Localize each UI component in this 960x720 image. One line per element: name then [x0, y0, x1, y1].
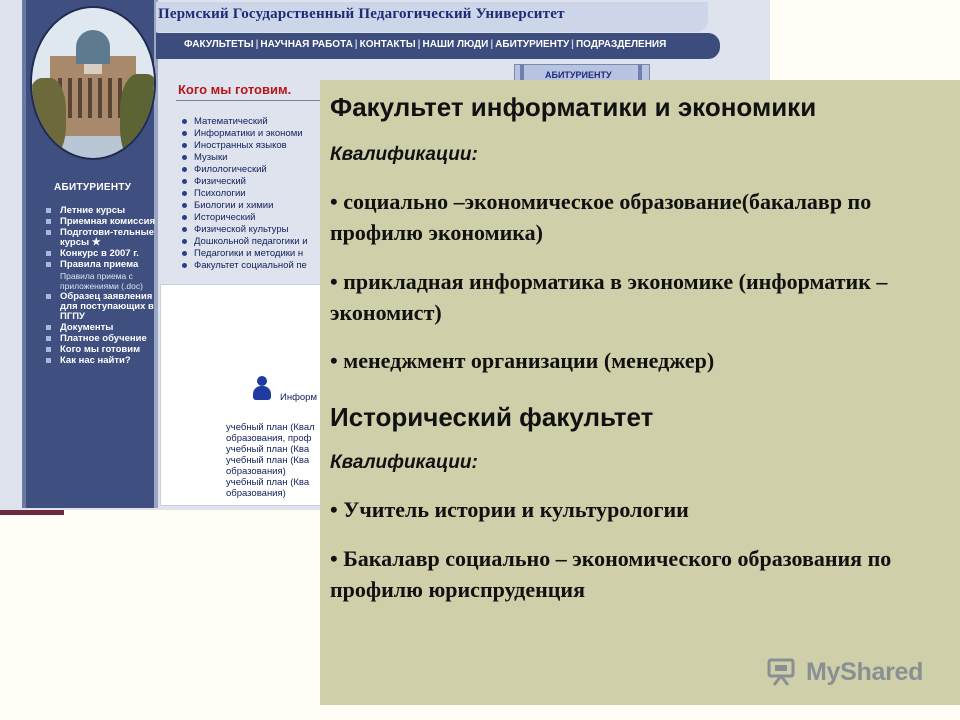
presentation-board-icon: [766, 658, 796, 686]
faculty1-qualification-item: • социально –экономическое образование(бакалавр по профилю экономика): [330, 189, 872, 245]
faculty2-qualifications-label: Квалификации:: [330, 452, 478, 473]
faculty1-qualifications-label: Квалификации:: [330, 144, 478, 165]
study-plan-list: [226, 422, 315, 499]
slide-text-box: [320, 80, 960, 705]
bullet-icon: [182, 251, 187, 256]
watermark: [766, 656, 926, 692]
faculty-link[interactable]: Биологии и химии: [182, 200, 308, 212]
bullet-icon: [46, 336, 51, 341]
study-plan-link[interactable]: учебный план (Ква: [226, 455, 310, 466]
faculty1-title: Факультет информатики и экономики: [330, 92, 817, 122]
sidebar-link-rules-doc[interactable]: Правила приема с приложениями (.doc): [60, 271, 143, 291]
photo-tree-right: [120, 74, 156, 160]
sidebar-heading: АБИТУРИЕНТУ: [54, 182, 132, 193]
sidebar-links: [44, 206, 156, 367]
study-plan-link[interactable]: учебный план (Ква: [226, 444, 310, 455]
faculty-link[interactable]: Психологии: [182, 188, 308, 200]
bullet-icon: [182, 191, 187, 196]
person-icon-body: [253, 386, 271, 400]
sidebar-link-documents[interactable]: Документы: [44, 323, 156, 333]
faculty2-title: Исторический факультет: [330, 402, 654, 432]
study-plan-link[interactable]: учебный план (Квал: [226, 422, 315, 433]
bullet-icon: [46, 262, 51, 267]
nav-faculties[interactable]: ФАКУЛЬТЕТЫ: [184, 39, 254, 50]
person-icon: [252, 376, 272, 402]
bullet-icon: [182, 131, 187, 136]
faculty-link[interactable]: Педагогики и методики н: [182, 248, 308, 260]
photo-tree-left: [30, 78, 66, 158]
content-heading: Кого мы готовим.: [178, 82, 292, 97]
faculty1-qualification-item: • менеджмент организации (менеджер): [330, 348, 715, 373]
faculty-link[interactable]: Иностранных языков: [182, 140, 308, 152]
study-plan-text: образования): [226, 466, 286, 477]
study-plan-text: образования): [226, 488, 286, 499]
person-icon-head: [257, 376, 267, 386]
sidebar-link-competition[interactable]: Конкурс в 2007 г.: [44, 249, 156, 259]
bullet-icon: [46, 208, 51, 213]
bullet-icon: [182, 239, 187, 244]
tab-applicants[interactable]: АБИТУРИЕНТУ: [514, 64, 650, 86]
faculty2-qualification-item: • Учитель истории и культурологии: [330, 497, 689, 522]
bullet-icon: [46, 347, 51, 352]
faculty-list: [182, 116, 308, 272]
sidebar-link-prep-courses[interactable]: Подготови-тельные курсы ★: [44, 228, 156, 248]
info-label: Информ: [280, 392, 317, 403]
faculty-link[interactable]: Музыки: [182, 152, 308, 164]
star-icon: ★: [91, 237, 101, 248]
sidebar-link-application-sample[interactable]: Образец заявления для поступающих в ПГПУ: [44, 292, 156, 322]
nav-departments[interactable]: ПОДРАЗДЕЛЕНИЯ: [575, 39, 667, 50]
university-building-photo: [30, 6, 156, 160]
bullet-icon: [182, 263, 187, 268]
photo-dome: [76, 30, 110, 64]
watermark-text: MyShared: [806, 658, 924, 686]
faculty2-qualification-item: • Бакалавр социально – экономического образования по профилю юриспруденция: [330, 546, 892, 602]
bullet-icon: [182, 203, 187, 208]
bullet-icon: [182, 143, 187, 148]
faculty-link[interactable]: Информатики и экономи: [182, 128, 308, 140]
bullet-icon: [46, 358, 51, 363]
nav-research[interactable]: НАУЧНАЯ РАБОТА: [260, 39, 353, 50]
faculty-link[interactable]: Филологический: [182, 164, 308, 176]
study-plan-link[interactable]: учебный план (Ква: [226, 477, 310, 488]
bullet-icon: [182, 155, 187, 160]
bullet-icon: [182, 167, 187, 172]
bullet-icon: [46, 251, 51, 256]
content-divider: [176, 100, 322, 101]
website-title: Пермский Государственный Педагогический Университет: [158, 6, 565, 22]
sidebar-link-find-us[interactable]: Как нас найти?: [44, 356, 156, 366]
sidebar-link-summer-courses[interactable]: Летние курсы: [44, 206, 156, 216]
bullet-icon: [182, 227, 187, 232]
faculty-link[interactable]: Дошкольной педагогики и: [182, 236, 308, 248]
faculty-link[interactable]: Физической культуры: [182, 224, 308, 236]
faculty-link[interactable]: Физический: [182, 176, 308, 188]
bullet-icon: [182, 119, 187, 124]
photo-windows: [58, 78, 128, 118]
sidebar-link-admissions[interactable]: Приемная комиссия: [44, 217, 156, 227]
accent-bar: [0, 510, 64, 515]
sidebar-link-rules[interactable]: Правила приема: [44, 260, 156, 270]
sidebar-link-who-we-train[interactable]: Кого мы готовим: [44, 345, 156, 355]
study-plan-text: образования, проф: [226, 433, 312, 444]
nav-applicants[interactable]: АБИТУРИЕНТУ: [495, 39, 570, 50]
nav-people[interactable]: НАШИ ЛЮДИ: [422, 39, 489, 50]
faculty1-qualification-item: • прикладная информатика в экономике (информатик – экономист): [330, 269, 888, 325]
faculty-link[interactable]: Факультет социальной пе: [182, 260, 308, 272]
bullet-icon: [46, 294, 51, 299]
sidebar-link-paid-education[interactable]: Платное обучение: [44, 334, 156, 344]
bullet-icon: [182, 215, 187, 220]
bullet-icon: [182, 179, 187, 184]
nav-contacts[interactable]: КОНТАКТЫ: [359, 39, 416, 50]
bullet-icon: [46, 325, 51, 330]
faculty-link[interactable]: Исторический: [182, 212, 308, 224]
bullet-icon: [46, 230, 51, 235]
faculty-link[interactable]: Математический: [182, 116, 308, 128]
bullet-icon: [46, 219, 51, 224]
website-nav: ФАКУЛЬТЕТЫ | НАУЧНАЯ РАБОТА | КОНТАКТЫ | НАШИ ЛЮДИ | АБИТУРИЕНТУ | ПОДРАЗДЕЛЕНИЯ: [184, 39, 667, 50]
